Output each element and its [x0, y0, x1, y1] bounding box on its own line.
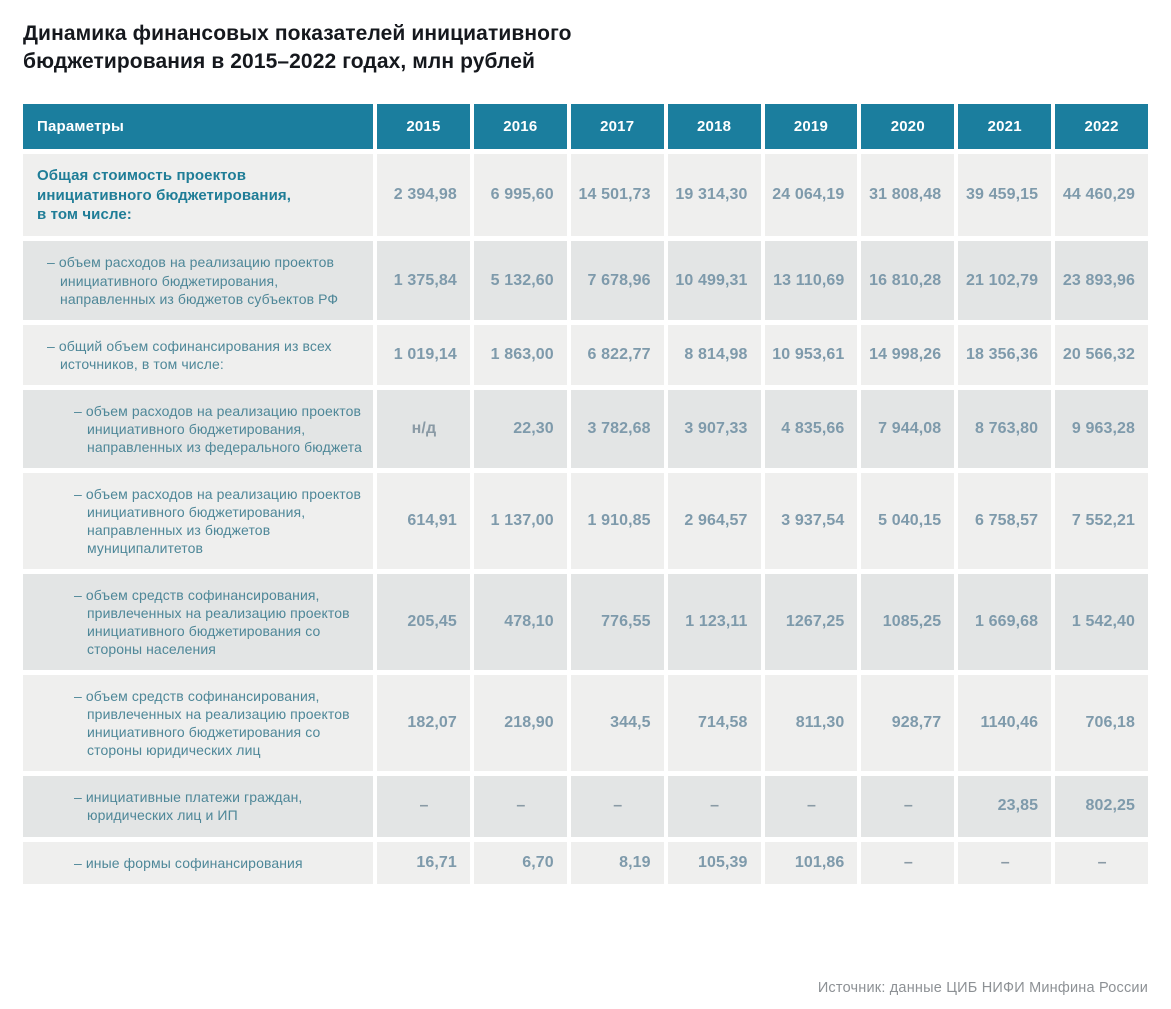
value-cell: 10 953,61 — [765, 325, 858, 385]
page-title: Динамика финансовых показателей инициативного бюджетирования в 2015–2022 годах, млн рублей — [23, 22, 572, 73]
value-cell: 1267,25 — [765, 574, 858, 670]
value-cell: – — [1055, 842, 1148, 884]
row-label: – объем расходов на реализацию проектов инициативного бюджетирования, направленных из бюджетов субъектов РФ — [23, 241, 373, 319]
value-cell: 14 501,73 — [571, 154, 664, 236]
row-label: – объем средств софинансирования, привлеченных на реализацию проектов инициативного бюджетирования со стороны населения — [23, 574, 373, 670]
value-cell: 13 110,69 — [765, 241, 858, 319]
value-cell: 6 822,77 — [571, 325, 664, 385]
value-cell: 802,25 — [1055, 776, 1148, 836]
row-label: – инициативные платежи граждан, юридических лиц и ИП — [23, 776, 373, 836]
finance-table — [19, 99, 1152, 888]
value-cell: 2 394,98 — [377, 154, 470, 236]
value-cell: 16 810,28 — [861, 241, 954, 319]
value-cell: 19 314,30 — [668, 154, 761, 236]
value-cell: 21 102,79 — [958, 241, 1051, 319]
value-cell: 205,45 — [377, 574, 470, 670]
row-label: – объем расходов на реализацию проектов инициативного бюджетирования, направленных из федерального бюджета — [23, 390, 373, 468]
column-header-year: 2021 — [958, 104, 1051, 149]
value-cell: 23,85 — [958, 776, 1051, 836]
value-cell: 7 678,96 — [571, 241, 664, 319]
value-cell: 8 763,80 — [958, 390, 1051, 468]
value-cell: – — [571, 776, 664, 836]
value-cell: 478,10 — [474, 574, 567, 670]
value-cell: 1140,46 — [958, 675, 1051, 771]
table-row — [23, 675, 1148, 771]
column-header-year: 2016 — [474, 104, 567, 149]
value-cell: 31 808,48 — [861, 154, 954, 236]
column-header-year: 2022 — [1055, 104, 1148, 149]
value-cell: – — [958, 842, 1051, 884]
value-cell: 20 566,32 — [1055, 325, 1148, 385]
table-row — [23, 842, 1148, 884]
value-cell: 1 542,40 — [1055, 574, 1148, 670]
value-cell: – — [668, 776, 761, 836]
column-header-year: 2020 — [861, 104, 954, 149]
value-cell: 614,91 — [377, 473, 470, 569]
value-cell: 706,18 — [1055, 675, 1148, 771]
table-row — [23, 325, 1148, 385]
table-header-row — [23, 104, 1148, 149]
table-row — [23, 241, 1148, 319]
value-cell: – — [861, 776, 954, 836]
value-cell: 101,86 — [765, 842, 858, 884]
value-cell: 1 669,68 — [958, 574, 1051, 670]
table-row — [23, 390, 1148, 468]
value-cell: – — [765, 776, 858, 836]
column-header-year: 2017 — [571, 104, 664, 149]
value-cell: 16,71 — [377, 842, 470, 884]
value-cell: 182,07 — [377, 675, 470, 771]
column-header-year: 2019 — [765, 104, 858, 149]
row-label: Общая стоимость проектов инициативного бюджетирования, в том числе: — [23, 154, 373, 236]
table-row — [23, 473, 1148, 569]
value-cell: 344,5 — [571, 675, 664, 771]
column-header-year: 2018 — [668, 104, 761, 149]
value-cell: 1 910,85 — [571, 473, 664, 569]
value-cell: 3 937,54 — [765, 473, 858, 569]
table-row — [23, 574, 1148, 670]
value-cell: 4 835,66 — [765, 390, 858, 468]
value-cell: 3 907,33 — [668, 390, 761, 468]
value-cell: 10 499,31 — [668, 241, 761, 319]
value-cell: 776,55 — [571, 574, 664, 670]
value-cell: 6 995,60 — [474, 154, 567, 236]
column-header-parameters: Параметры — [23, 104, 373, 149]
source-note: Источник: данные ЦИБ НИФИ Минфина России — [817, 980, 1148, 996]
value-cell: 218,90 — [474, 675, 567, 771]
value-cell: 18 356,36 — [958, 325, 1051, 385]
value-cell: 5 040,15 — [861, 473, 954, 569]
column-header-year: 2015 — [377, 104, 470, 149]
value-cell: 811,30 — [765, 675, 858, 771]
value-cell: 14 998,26 — [861, 325, 954, 385]
table-body — [23, 154, 1148, 883]
value-cell: 105,39 — [668, 842, 761, 884]
value-cell: 39 459,15 — [958, 154, 1051, 236]
row-label: – объем расходов на реализацию проектов инициативного бюджетирования, направленных из бюджетов муниципалитетов — [23, 473, 373, 569]
row-label: – объем средств софинансирования, привлеченных на реализацию проектов инициативного бюджетирования со стороны юридических лиц — [23, 675, 373, 771]
table-row — [23, 776, 1148, 836]
value-cell: – — [474, 776, 567, 836]
value-cell: 44 460,29 — [1055, 154, 1148, 236]
table-row — [23, 154, 1148, 236]
value-cell: – — [861, 842, 954, 884]
row-label: – общий объем софинансирования из всех источников, в том числе: — [23, 325, 373, 385]
value-cell: 1 375,84 — [377, 241, 470, 319]
value-cell: – — [377, 776, 470, 836]
value-cell: 6,70 — [474, 842, 567, 884]
value-cell: 23 893,96 — [1055, 241, 1148, 319]
value-cell: 2 964,57 — [668, 473, 761, 569]
value-cell: 9 963,28 — [1055, 390, 1148, 468]
value-cell: 3 782,68 — [571, 390, 664, 468]
value-cell: 22,30 — [474, 390, 567, 468]
value-cell: 928,77 — [861, 675, 954, 771]
value-cell: 24 064,19 — [765, 154, 858, 236]
value-cell: 1 123,11 — [668, 574, 761, 670]
value-cell: н/д — [377, 390, 470, 468]
value-cell: 8,19 — [571, 842, 664, 884]
row-label: – иные формы софинансирования — [23, 842, 373, 884]
value-cell: 1 019,14 — [377, 325, 470, 385]
value-cell: 714,58 — [668, 675, 761, 771]
value-cell: 6 758,57 — [958, 473, 1051, 569]
table-header — [23, 104, 1148, 149]
value-cell: 5 132,60 — [474, 241, 567, 319]
value-cell: 1085,25 — [861, 574, 954, 670]
value-cell: 1 863,00 — [474, 325, 567, 385]
value-cell: 7 552,21 — [1055, 473, 1148, 569]
value-cell: 8 814,98 — [668, 325, 761, 385]
value-cell: 7 944,08 — [861, 390, 954, 468]
value-cell: 1 137,00 — [474, 473, 567, 569]
